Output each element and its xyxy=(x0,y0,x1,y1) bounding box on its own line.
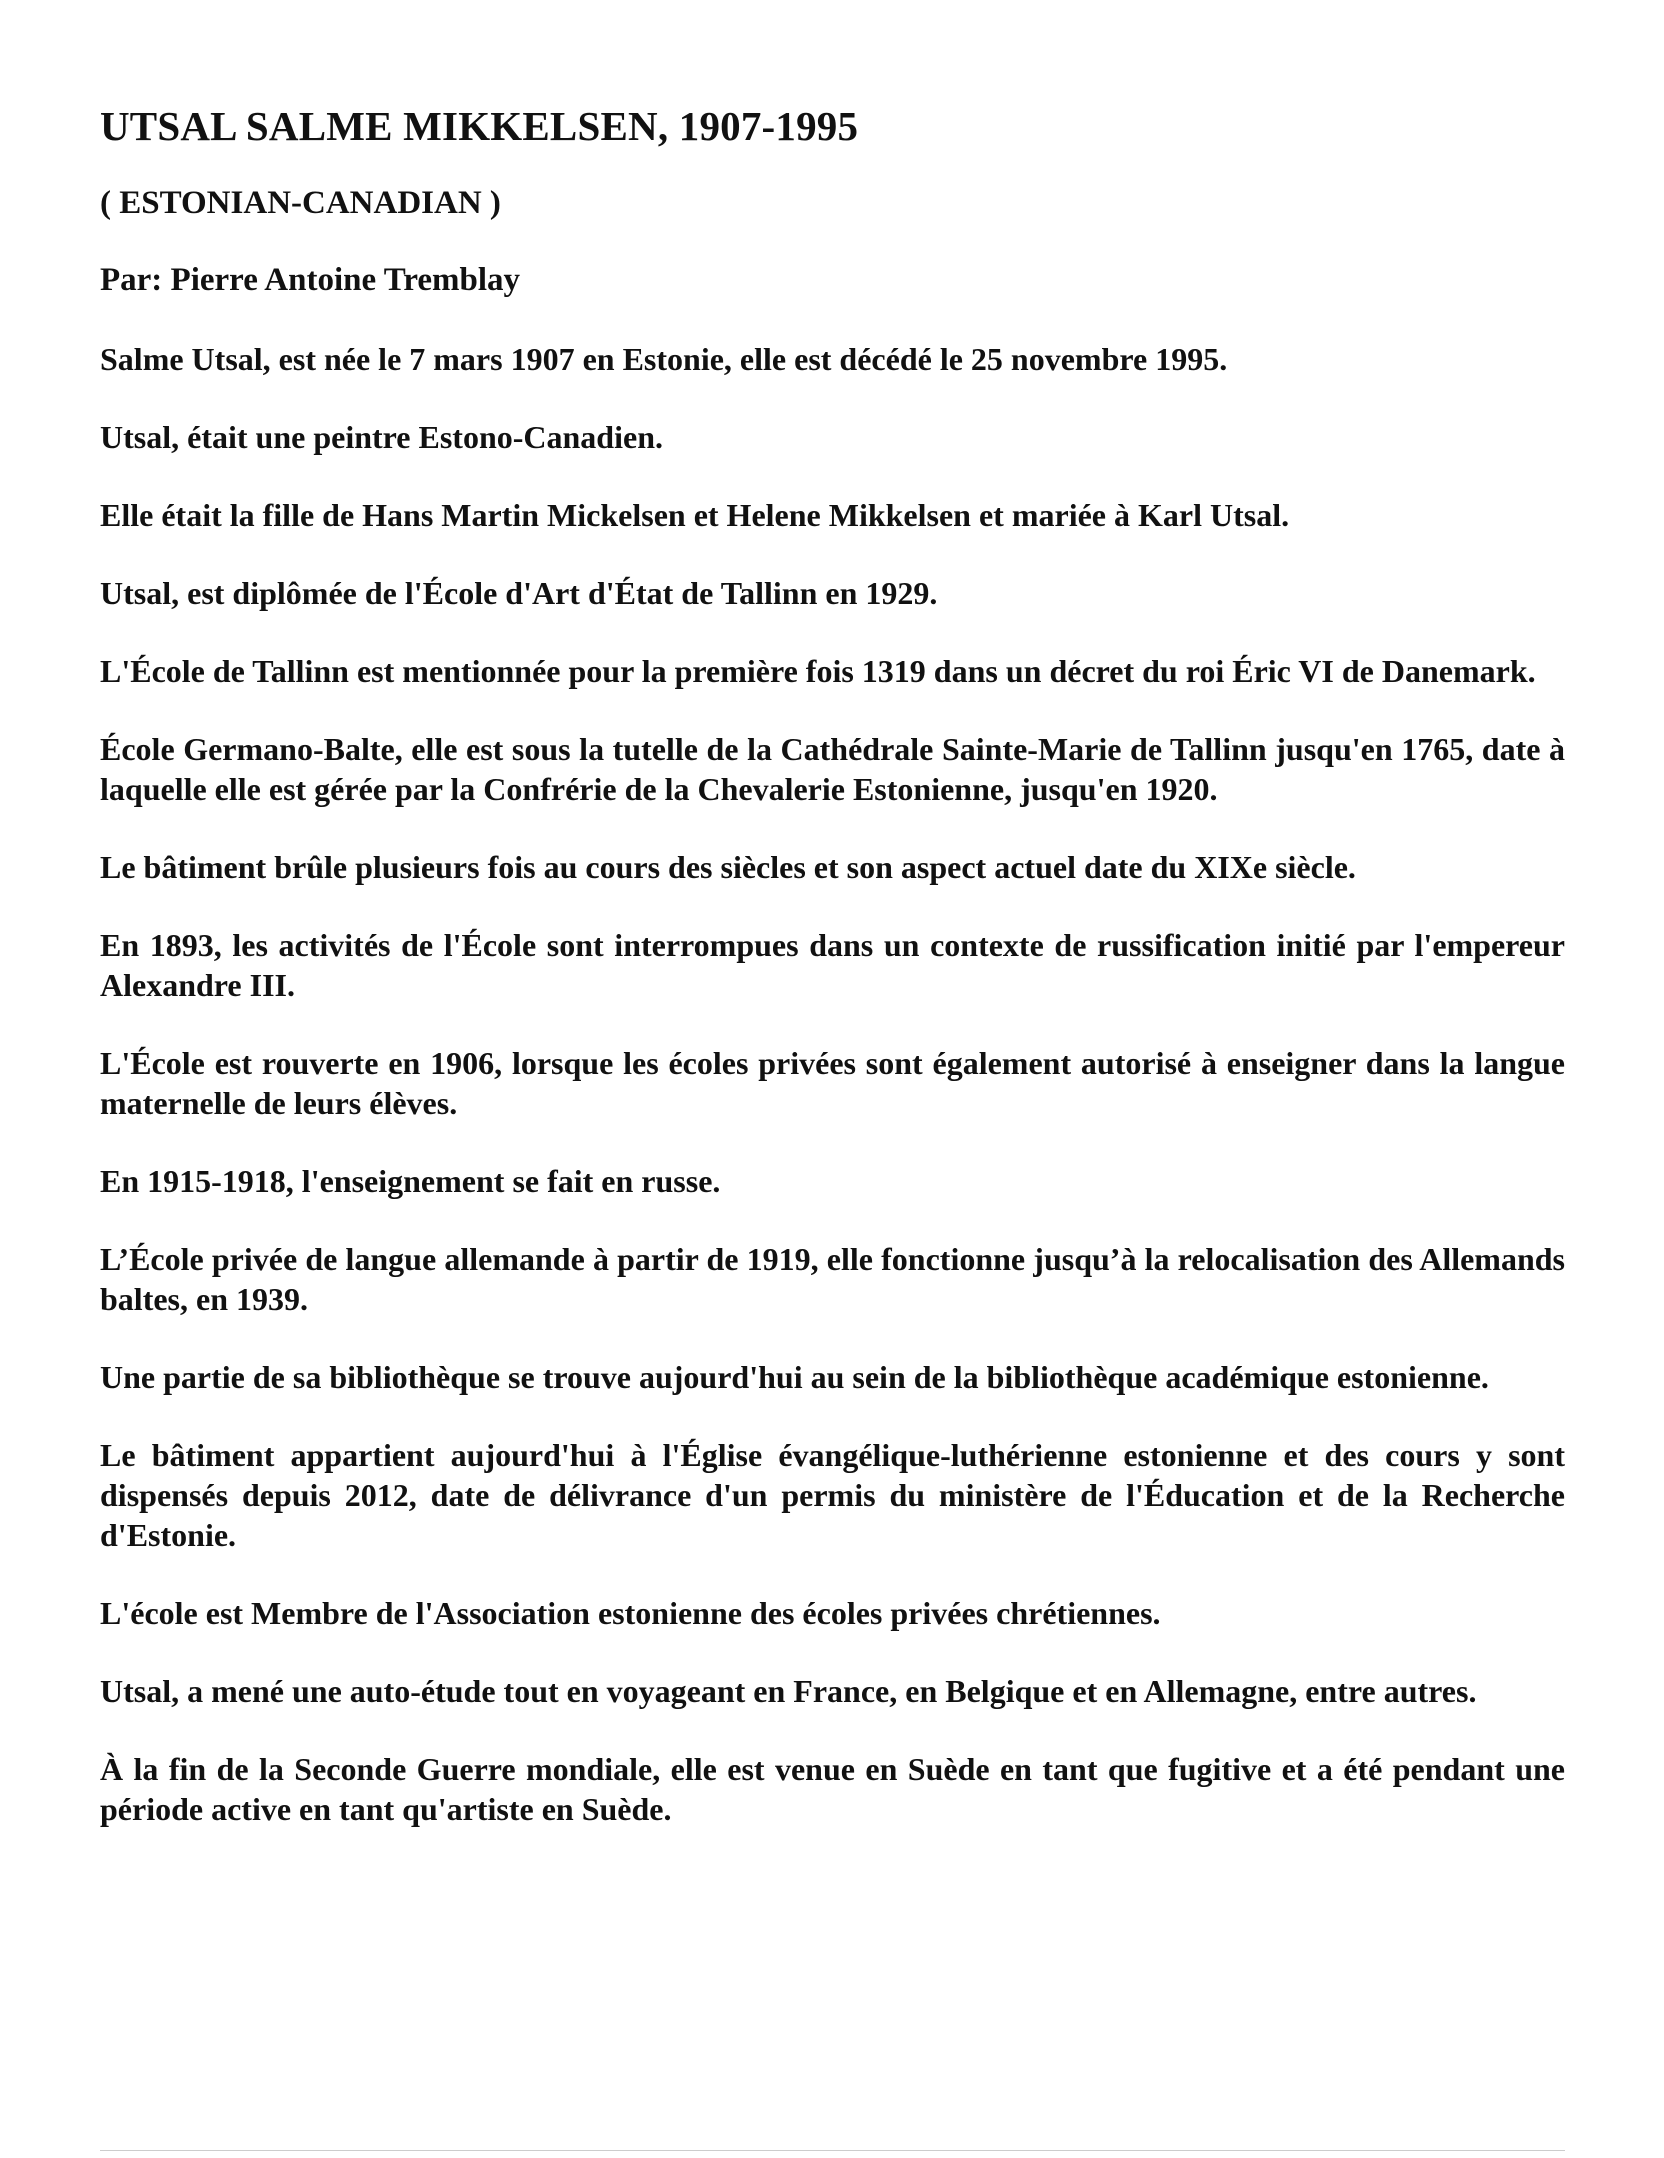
paragraph-birth-death: Salme Utsal, est née le 7 mars 1907 en Estonie, elle est décédé le 25 novembre 1995. xyxy=(100,341,1228,377)
paragraph-association: L'école est Membre de l'Association estonienne des écoles privées chrétiennes. xyxy=(100,1595,1161,1631)
page-bottom-divider xyxy=(100,2150,1565,2151)
document-subtitle: ( ESTONIAN-CANADIAN ) xyxy=(100,185,501,221)
paragraph-profession: Utsal, était une peintre Estono-Canadien. xyxy=(100,419,663,455)
document-page xyxy=(100,100,1565,1829)
paragraph-education: Utsal, est diplômée de l'École d'Art d'État de Tallinn en 1929. xyxy=(100,575,938,611)
paragraph-russification: En 1893, les activités de l'École sont interrompues dans un contexte de russification initié par l'empereur Alexandre III. xyxy=(100,927,1565,1003)
paragraph-travel: Utsal, a mené une auto-étude tout en voyageant en France, en Belgique et en Allemagne, entre autres. xyxy=(100,1673,1477,1709)
document-title: UTSAL SALME MIKKELSEN, 1907-1995 xyxy=(100,103,859,149)
paragraph-church-ownership: Le bâtiment appartient aujourd'hui à l'Église évangélique-luthérienne estonienne et des cours y sont dispensés depuis 2012, date de délivrance d'un permis du ministère de l'Éducation et de la Recherche d'Estonie. xyxy=(100,1437,1565,1553)
paragraph-sweden: À la fin de la Seconde Guerre mondiale, elle est venue en Suède en tant que fugitive et a été pendant une période active en tant qu'artiste en Suède. xyxy=(100,1751,1565,1827)
paragraph-school-origin: L'École de Tallinn est mentionnée pour la première fois 1319 dans un décret du roi Éric VI de Danemark. xyxy=(100,653,1536,689)
paragraph-reopening: L'École est rouverte en 1906, lorsque les écoles privées sont également autorisé à enseigner dans la langue maternelle de leurs élèves. xyxy=(100,1045,1565,1121)
paragraph-building: Le bâtiment brûle plusieurs fois au cours des siècles et son aspect actuel date du XIXe siècle. xyxy=(100,849,1356,885)
author-line: Par: Pierre Antoine Tremblay xyxy=(100,262,521,298)
paragraph-school-history: École Germano-Balte, elle est sous la tutelle de la Cathédrale Sainte-Marie de Tallinn jusqu'en 1765, date à laquelle elle est gérée par la Confrérie de la Chevalerie Estonienne, jusqu'en 1920. xyxy=(100,731,1565,807)
paragraph-library: Une partie de sa bibliothèque se trouve aujourd'hui au sein de la bibliothèque académique estonienne. xyxy=(100,1359,1489,1395)
paragraph-russian-teaching: En 1915-1918, l'enseignement se fait en russe. xyxy=(100,1163,721,1199)
paragraph-german-school: L’École privée de langue allemande à partir de 1919, elle fonctionne jusqu’à la relocalisation des Allemands baltes, en 1939. xyxy=(100,1241,1565,1317)
paragraph-family: Elle était la fille de Hans Martin Mickelsen et Helene Mikkelsen et mariée à Karl Utsal. xyxy=(100,497,1290,533)
